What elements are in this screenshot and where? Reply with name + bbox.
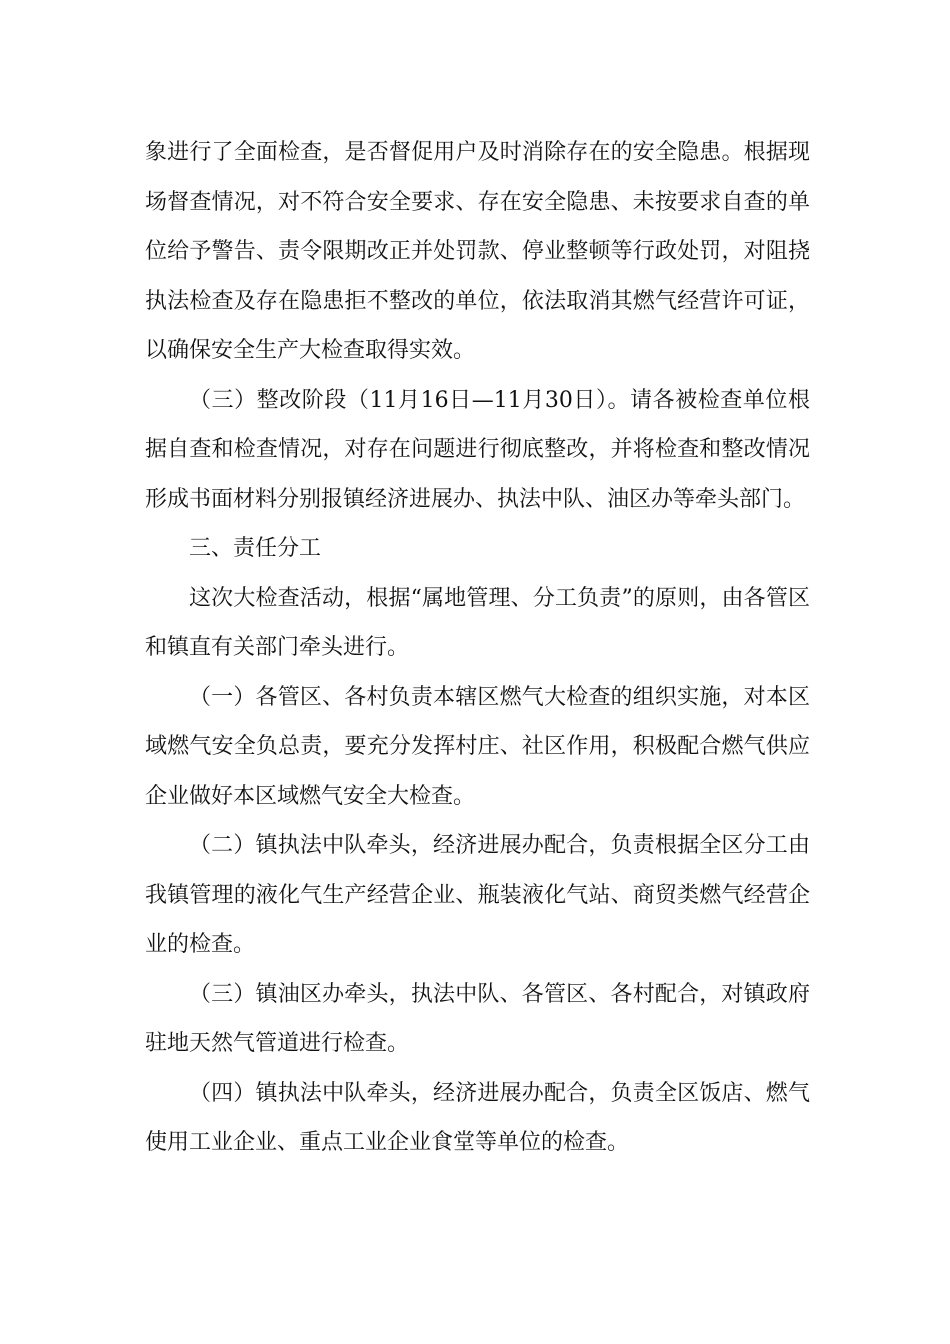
document-body <box>145 128 810 1168</box>
paragraph-responsibility-intro: 这次大检查活动，根据“属地管理、分工负责”的原则，由各管区和镇直有关部门牵头进行。 <box>145 585 810 660</box>
paragraph-rectification-stage: （三）整改阶段（11月16日—11月30日）。请各被检查单位根据自查和检查情况，对存在问题进行彻底整改，并将检查和整改情况形成书面材料分别报镇经济进展办、执法中队、油区办等牵头部门。 <box>145 387 810 512</box>
paragraph-duty-1: （一）各管区、各村负责本辖区燃气大检查的组织实施，对本区域燃气安全负总责，要充分发挥村庄、社区作用，积极配合燃气供应企业做好本区域燃气安全大检查。 <box>145 684 810 809</box>
paragraph-inspection-continued: 象进行了全面检查，是否督促用户及时消除存在的安全隐患。根据现场督查情况，对不符合安全要求、存在安全隐患、未按要求自查的单位给予警告、责令限期改正并处罚款、停业整顿等行政处罚，对阻挠执法检查及存在隐患拒不整改的单位，依法取消其燃气经营许可证，以确保安全生产大检查取得实效。 <box>145 140 810 363</box>
paragraph-duty-2: （二）镇执法中队牵头，经济进展办配合，负责根据全区分工由我镇管理的液化气生产经营企业、瓶装液化气站、商贸类燃气经营企业的检查。 <box>145 833 810 957</box>
paragraph-duty-3: （三）镇油区办牵头，执法中队、各管区、各村配合，对镇政府驻地天然气管道进行检查。 <box>145 981 810 1056</box>
paragraph-duty-4: （四）镇执法中队牵头，经济进展办配合，负责全区饭店、燃气使用工业企业、重点工业企业食堂等单位的检查。 <box>145 1080 810 1155</box>
section-heading-responsibility: 三、责任分工 <box>189 536 322 561</box>
